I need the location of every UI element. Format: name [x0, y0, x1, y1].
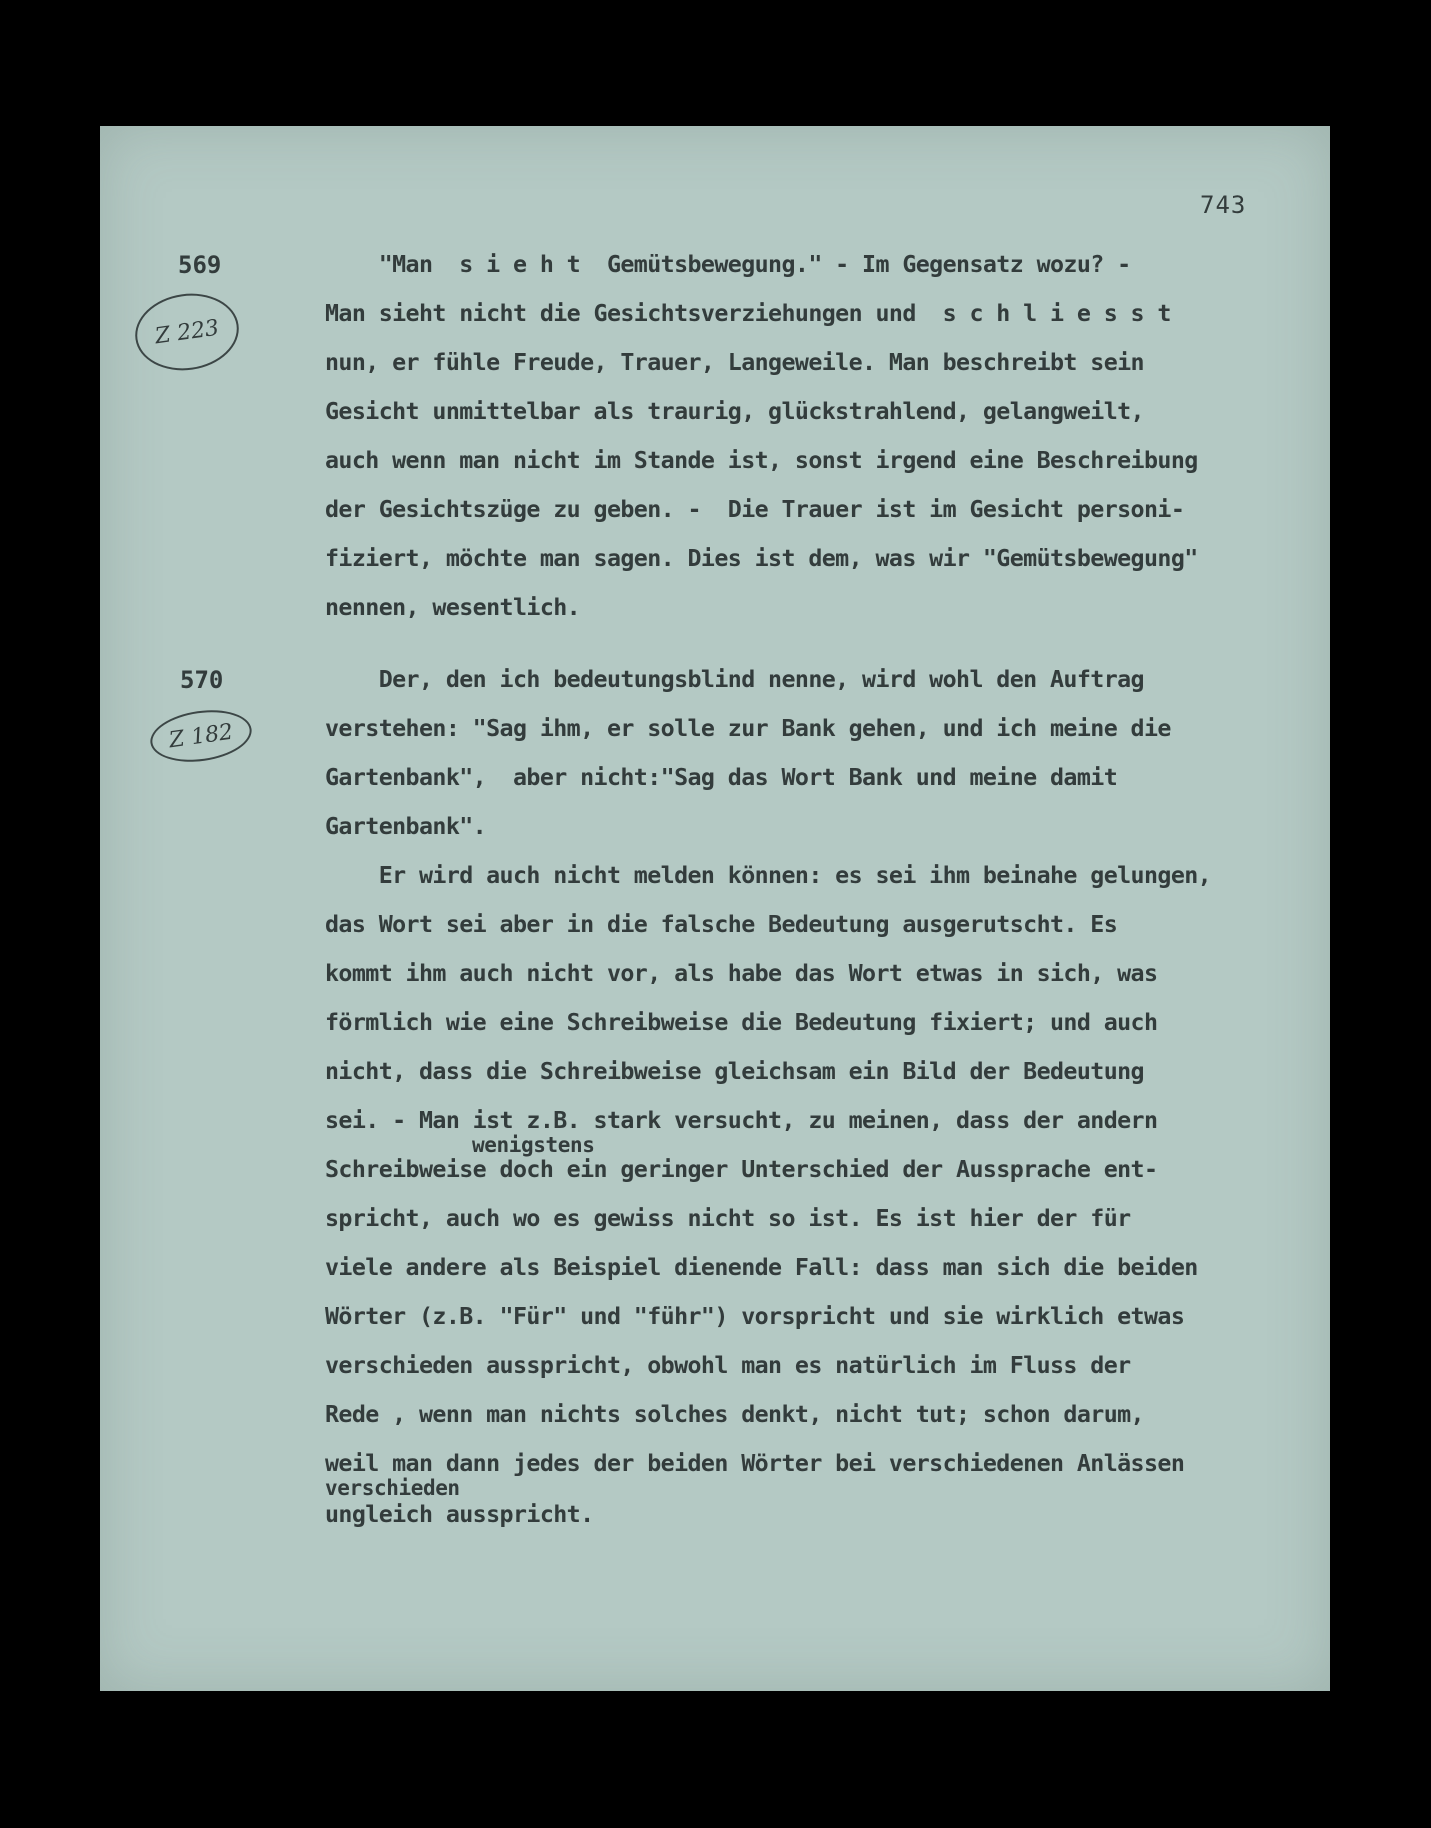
text-line: Rede , wenn man nichts solches denkt, nicht tut; schon darum,	[325, 1401, 1144, 1428]
cross-reference-circle-1: Z 223	[130, 287, 244, 377]
text-line: Gesicht unmittelbar als traurig, glückstrahlend, gelangweilt,	[325, 398, 1144, 425]
text-line: nun, er fühle Freude, Trauer, Langeweile. Man beschreibt sein	[325, 349, 1144, 376]
text-line: kommt ihm auch nicht vor, als habe das Wort etwas in sich, was	[325, 960, 1158, 987]
text-line: Er wird auch nicht melden können: es sei ihm beinahe gelungen,	[325, 862, 1212, 889]
remark-number-570: 570	[180, 666, 224, 694]
text-line: sei. - Man ist z.B. stark versucht, zu meinen, dass der andern	[325, 1107, 1158, 1134]
text-line: nicht, dass die Schreibweise gleichsam ein Bild der Bedeutung	[325, 1058, 1144, 1085]
interlinear-insertion: verschieden	[325, 1476, 460, 1500]
text-line: das Wort sei aber in die falsche Bedeutung ausgerutscht. Es	[325, 911, 1118, 938]
page-number: 743	[1200, 191, 1247, 219]
text-line: ungleich ausspricht.	[325, 1501, 594, 1528]
text-line: spricht, auch wo es gewiss nicht so ist. Es ist hier der für	[325, 1205, 1131, 1232]
interlinear-insertion: wenigstens	[472, 1133, 595, 1157]
text-line: Wörter (z.B. "Für" und "führ") vorspricht und sie wirklich etwas	[325, 1303, 1185, 1330]
text-line: Schreibweise doch ein geringer Unterschied der Aussprache ent-	[325, 1156, 1158, 1183]
text-line: viele andere als Beispiel dienende Fall: dass man sich die beiden	[325, 1254, 1198, 1281]
remark-number-569: 569	[178, 251, 222, 279]
text-line: weil man dann jedes der beiden Wörter bei verschiedenen Anlässen	[325, 1450, 1185, 1477]
text-line: nennen, wesentlich.	[325, 594, 581, 621]
typescript-page	[100, 126, 1330, 1691]
text-line: verstehen: "Sag ihm, er solle zur Bank gehen, und ich meine die	[325, 715, 1171, 742]
text-line: förmlich wie eine Schreibweise die Bedeutung fixiert; und auch	[325, 1009, 1158, 1036]
text-line: auch wenn man nicht im Stande ist, sonst irgend eine Beschreibung	[325, 447, 1198, 474]
text-line: "Man s i e h t Gemütsbewegung." - Im Gegensatz wozu? -	[325, 251, 1131, 278]
text-line: fiziert, möchte man sagen. Dies ist dem, was wir "Gemütsbewegung"	[325, 545, 1198, 572]
text-line: Der, den ich bedeutungsblind nenne, wird wohl den Auftrag	[325, 666, 1144, 693]
text-line: Gartenbank".	[325, 813, 487, 840]
cross-reference-circle-2: Z 182	[147, 704, 255, 768]
text-line: Man sieht nicht die Gesichtsverziehungen und s c h l i e s s t	[325, 300, 1171, 327]
text-line: Gartenbank", aber nicht:"Sag das Wort Bank und meine damit	[325, 764, 1118, 791]
text-line: verschieden ausspricht, obwohl man es natürlich im Fluss der	[325, 1352, 1131, 1379]
text-line: der Gesichtszüge zu geben. - Die Trauer ist im Gesicht personi-	[325, 496, 1185, 523]
